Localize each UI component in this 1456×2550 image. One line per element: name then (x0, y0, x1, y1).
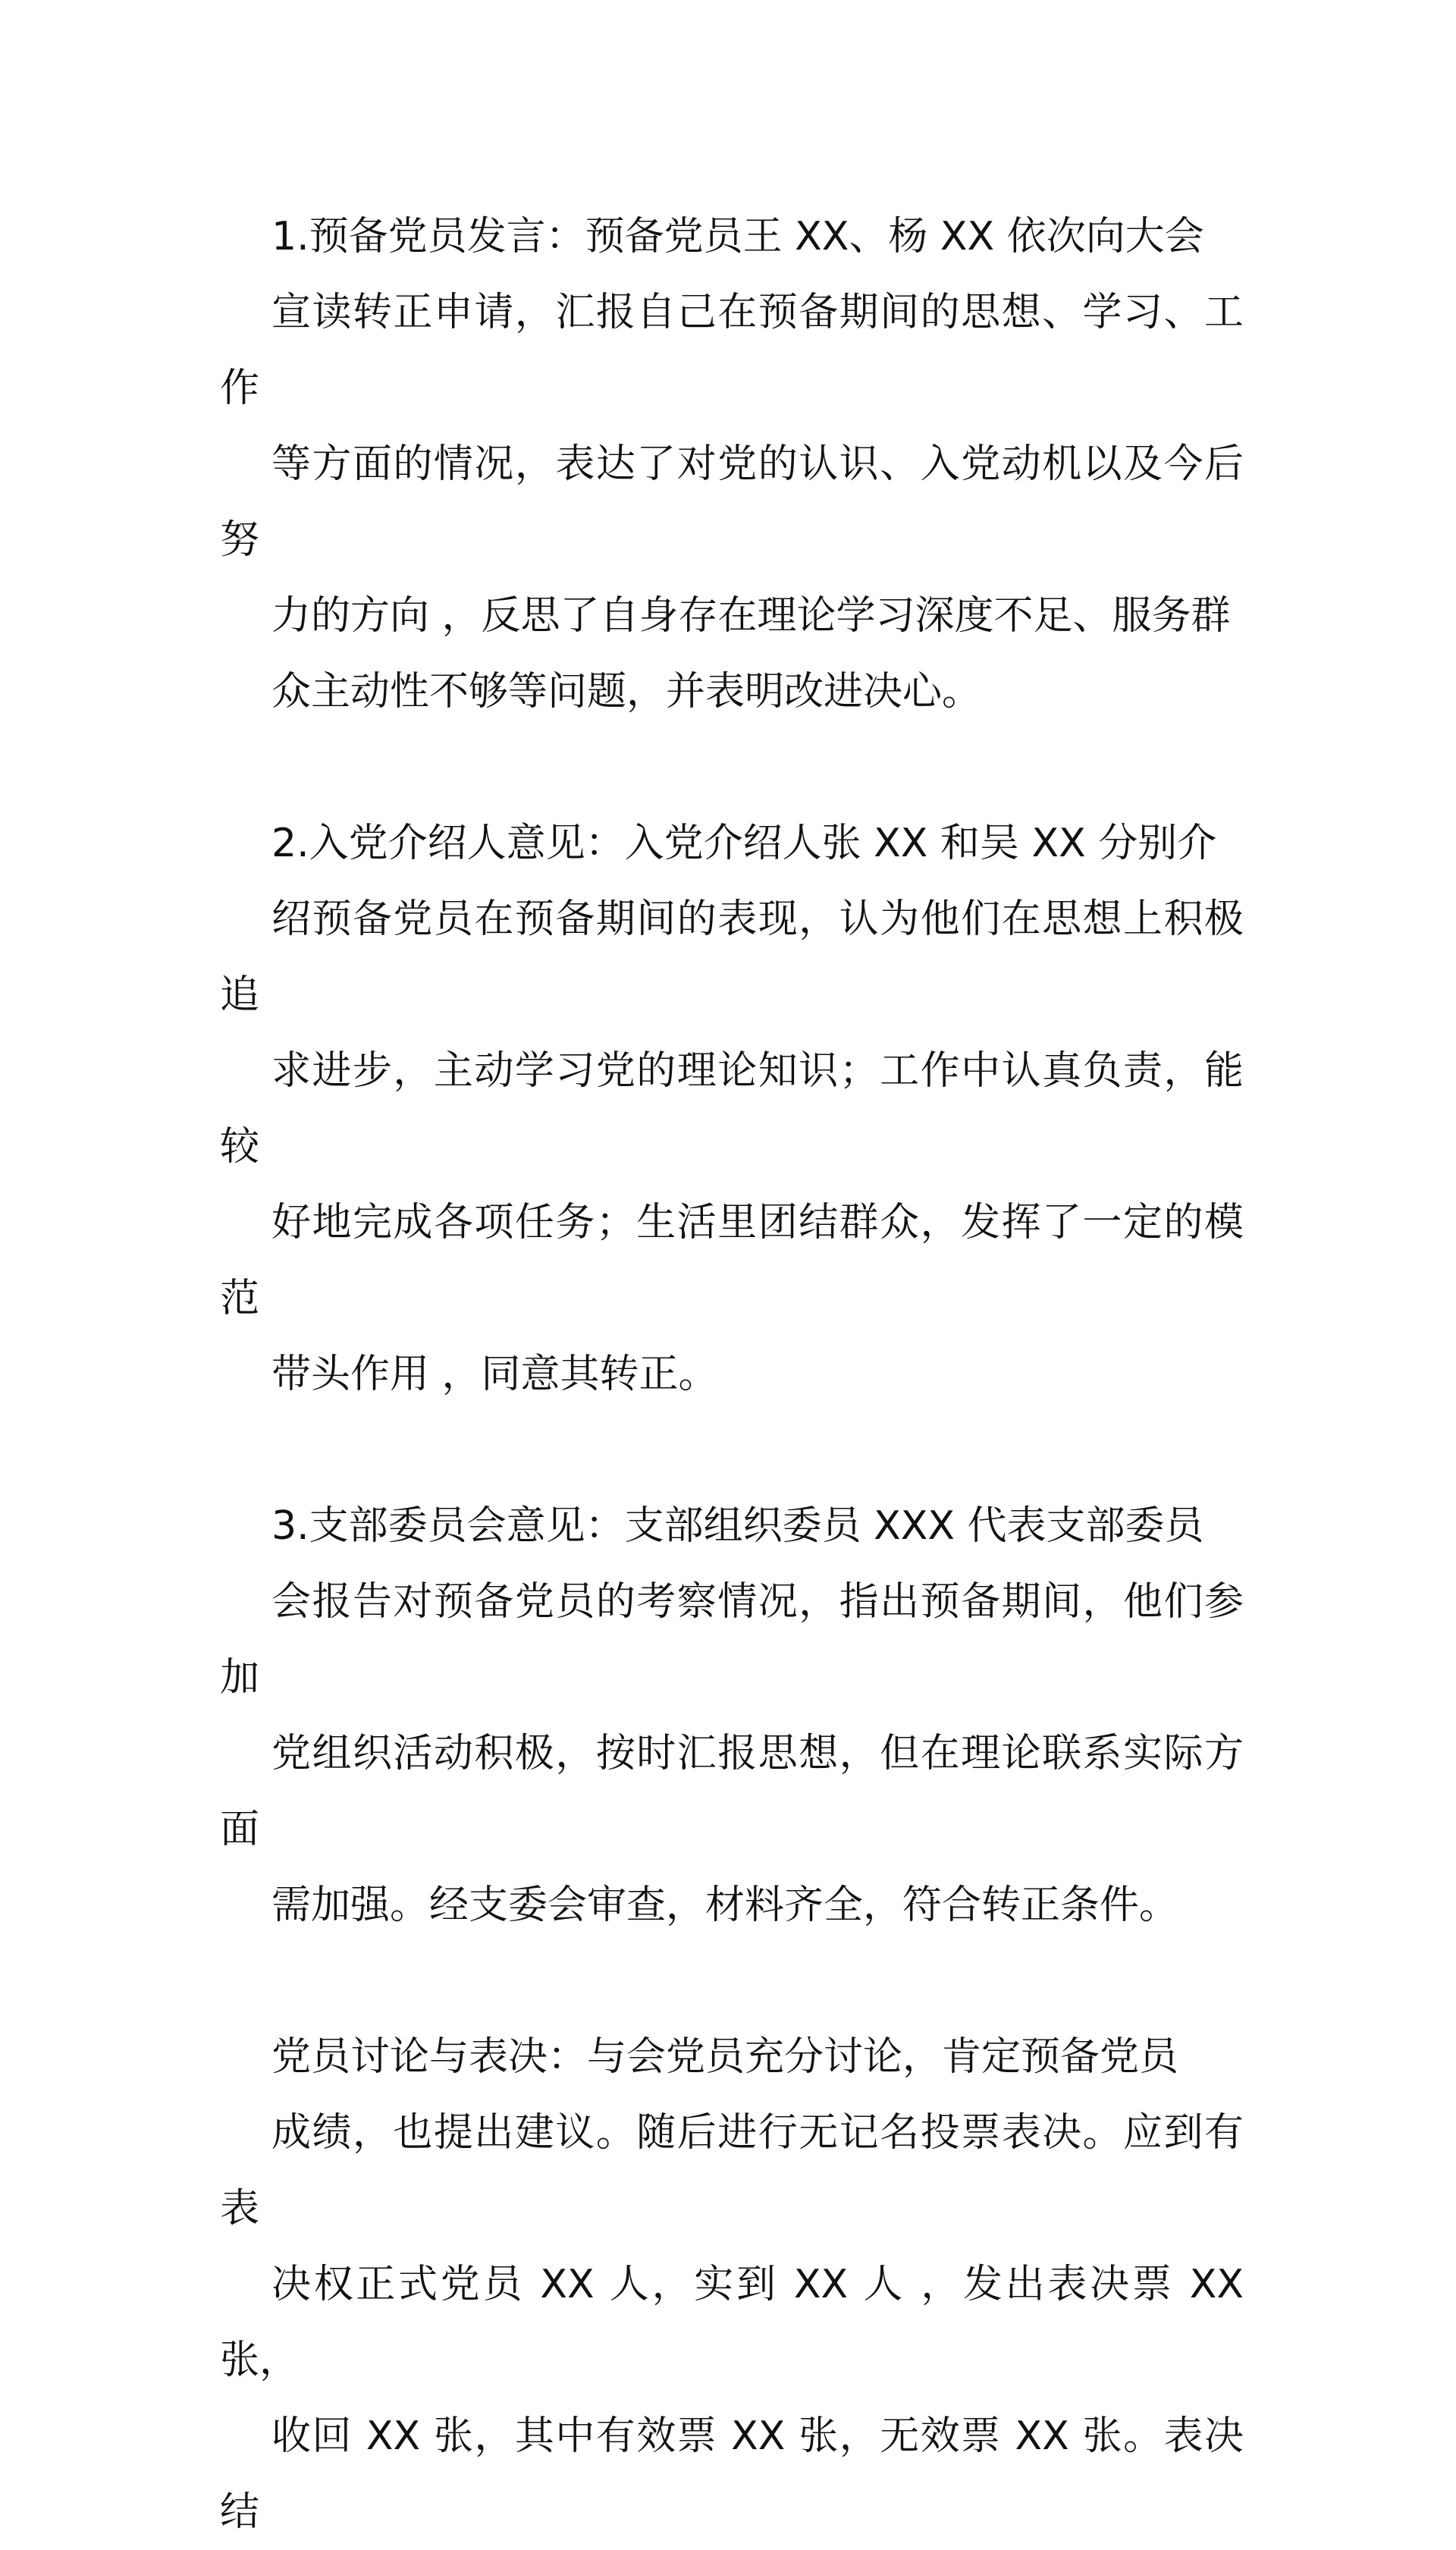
text-line: 3.支部委员会意见：支部组织委员 XXX 代表支部委员 (271, 1503, 1204, 1549)
text-line: 党员讨论与表决：与会党员充分讨论，肯定预备党员 (271, 2034, 1179, 2080)
text-line: 2.入党介绍人意见：入党介绍人张 XX 和吴 XX 分别介 (271, 821, 1217, 866)
text-line: 决权正式党员 XX 人，实到 XX 人 ，发出表决票 XX 张， (220, 2262, 1244, 2383)
document-body (220, 199, 1244, 2550)
text-line: 求进步，主动学习党的理论知识；工作中认真负责，能较 (220, 1048, 1244, 1170)
text-line: 带头作用 ，同意其转正。 (271, 1352, 718, 1397)
text-line: 绍预备党员在预备期间的表现，认为他们在思想上积极追 (220, 897, 1244, 1018)
text-line: 众主动性不够等问题，并表明改进决心。 (271, 669, 982, 714)
text-line: 需加强。经支委会审查，材料齐全，符合转正条件。 (271, 1883, 1179, 1928)
paragraph-branch-committee-opinion (220, 1488, 1244, 1943)
text-line: 力的方向 ，反思了自身存在理论学习深度不足、服务群 (271, 593, 1231, 639)
text-line: 等方面的情况，表达了对党的认识、入党动机以及今后努 (220, 441, 1244, 563)
text-line: 会报告对预备党员的考察情况，指出预备期间，他们参加 (220, 1579, 1244, 1701)
text-line: 1.预备党员发言：预备党员王 XX、杨 XX 依次向大会 (271, 214, 1204, 259)
text-line: 收回 XX 张，其中有效票 XX 张，无效票 XX 张。表决结 (220, 2413, 1244, 2535)
text-line: 党组织活动积极，按时汇报思想，但在理论联系实际方面 (220, 1731, 1244, 1852)
text-line: 成绩，也提出建议。随后进行无记名投票表决。应到有表 (220, 2110, 1244, 2231)
paragraph-probationary-member-speech (220, 199, 1244, 730)
paragraph-discussion-and-vote (220, 2019, 1244, 2550)
text-line: 宣读转正申请，汇报自己在预备期间的思想、学习、工作 (220, 290, 1244, 411)
text-line: 好地完成各项任务；生活里团结群众，发挥了一定的模范 (220, 1200, 1244, 1321)
paragraph-introducer-opinion (220, 806, 1244, 1412)
